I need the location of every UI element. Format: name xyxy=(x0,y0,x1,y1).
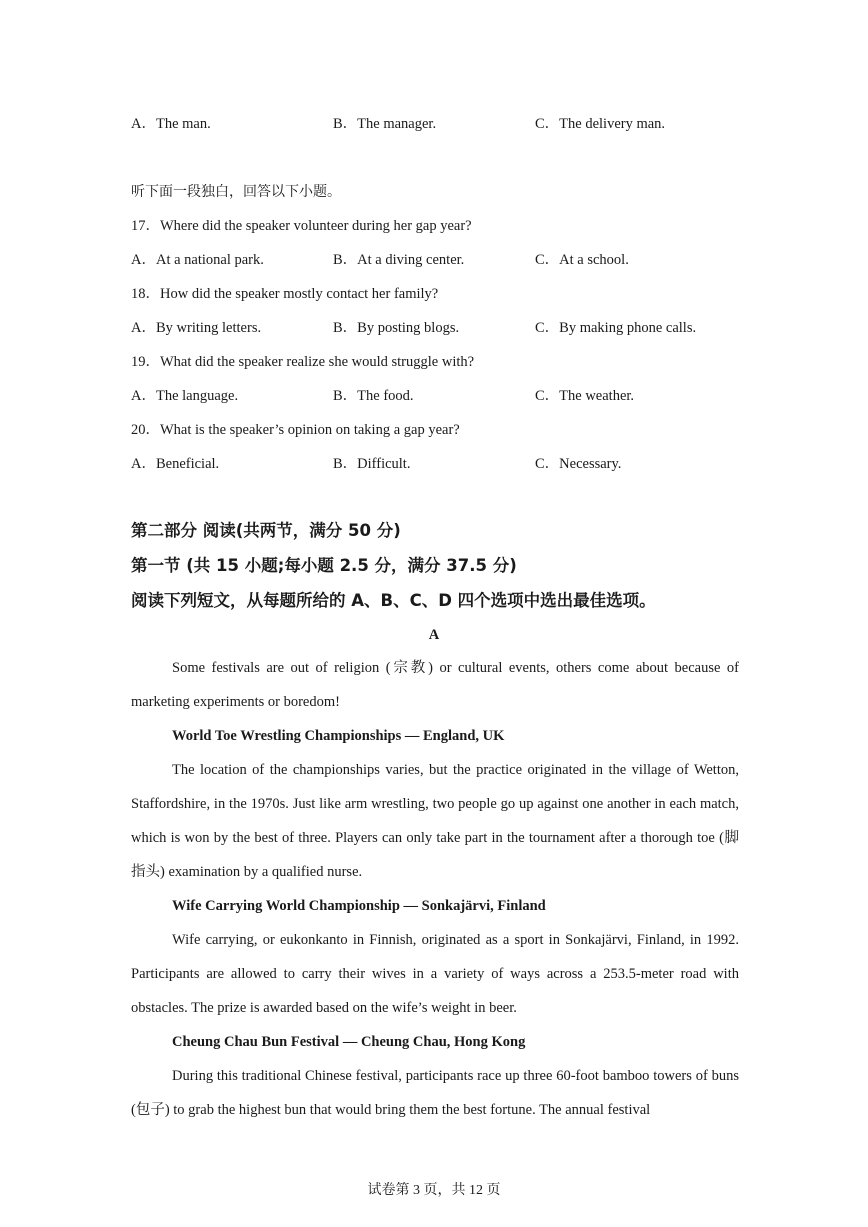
section-heading-toe-wrestling: World Toe Wrestling Championships — England, UK xyxy=(172,728,505,744)
q17-option-c: C．At a school. xyxy=(535,252,629,268)
section1-title: 第一节 (共 15 小题;每小题 2.5 分，满分 37.5 分) xyxy=(131,556,517,575)
q18-option-a: A．By writing letters. xyxy=(131,320,262,336)
monologue-intro: 听下面一段独白，回答以下小题。 xyxy=(131,184,341,200)
q17-option-b: B．At a diving center. xyxy=(333,252,465,268)
q19-option-b: B．The food. xyxy=(333,388,414,404)
passage-body xyxy=(131,651,739,1127)
q18-option-c: C．By making phone calls. xyxy=(535,320,697,336)
q18-option-b: B．By posting blogs. xyxy=(333,320,460,336)
question-17-stem: 17．Where did the speaker volunteer during her gap year? xyxy=(131,218,472,234)
passage-intro: Some festivals are out of religion (宗教) or cultural events, others come about because of marketing experiments or boredom! xyxy=(131,660,739,710)
question-18-stem: 18．How did the speaker mostly contact her family? xyxy=(131,286,439,302)
section-heading-wife-carrying: Wife Carrying World Championship — Sonkajärvi, Finland xyxy=(172,898,546,914)
q16-option-b: B．The manager. xyxy=(333,116,437,132)
q19-option-c: C．The weather. xyxy=(535,388,635,404)
section-body-bun-festival: During this traditional Chinese festival, participants race up three 60-foot bamboo towers of buns (包子) to grab the highest bun that would bring them the best fortune. The annual festival xyxy=(131,1068,739,1118)
section-body-wife-carrying: Wife carrying, or eukonkanto in Finnish, originated as a sport in Sonkajärvi, Finland, in 1992. Participants are allowed to carry their wives in a variety of ways across a 253.5-meter road with obstacles. The prize is awarded based on the wife’s weight in beer. xyxy=(131,932,739,1016)
q20-option-c: C．Necessary. xyxy=(535,456,622,472)
q19-option-a: A．The language. xyxy=(131,388,239,404)
passage-label: A xyxy=(428,627,440,643)
reading-instruction: 阅读下列短文，从每题所给的 A、B、C、D 四个选项中选出最佳选项。 xyxy=(131,591,656,610)
q16-option-c: C．The delivery man. xyxy=(535,116,666,132)
page-footer: 试卷第 3 页，共 12 页 xyxy=(367,1183,501,1198)
q16-option-a: A．The man. xyxy=(131,116,211,132)
q17-option-a: A．At a national park. xyxy=(131,252,264,268)
q20-option-a: A．Beneficial. xyxy=(131,456,220,472)
q20-option-b: B．Difficult. xyxy=(333,456,411,472)
part2-title: 第二部分 阅读(共两节，满分 50 分) xyxy=(131,521,401,540)
section-heading-bun-festival: Cheung Chau Bun Festival — Cheung Chau, Hong Kong xyxy=(172,1034,526,1050)
section-body-toe-wrestling: The location of the championships varies, but the practice originated in the village of Wetton, Staffordshire, in the 1970s. Just like arm wrestling, two people go up against one another in each match, which is won by the best of three. Players can only take part in the tournament after a thorough toe (脚指头) examination by a qualified nurse. xyxy=(131,762,739,880)
question-20-stem: 20．What is the speaker’s opinion on taking a gap year? xyxy=(131,422,460,438)
question-19-stem: 19．What did the speaker realize she would struggle with? xyxy=(131,354,475,370)
